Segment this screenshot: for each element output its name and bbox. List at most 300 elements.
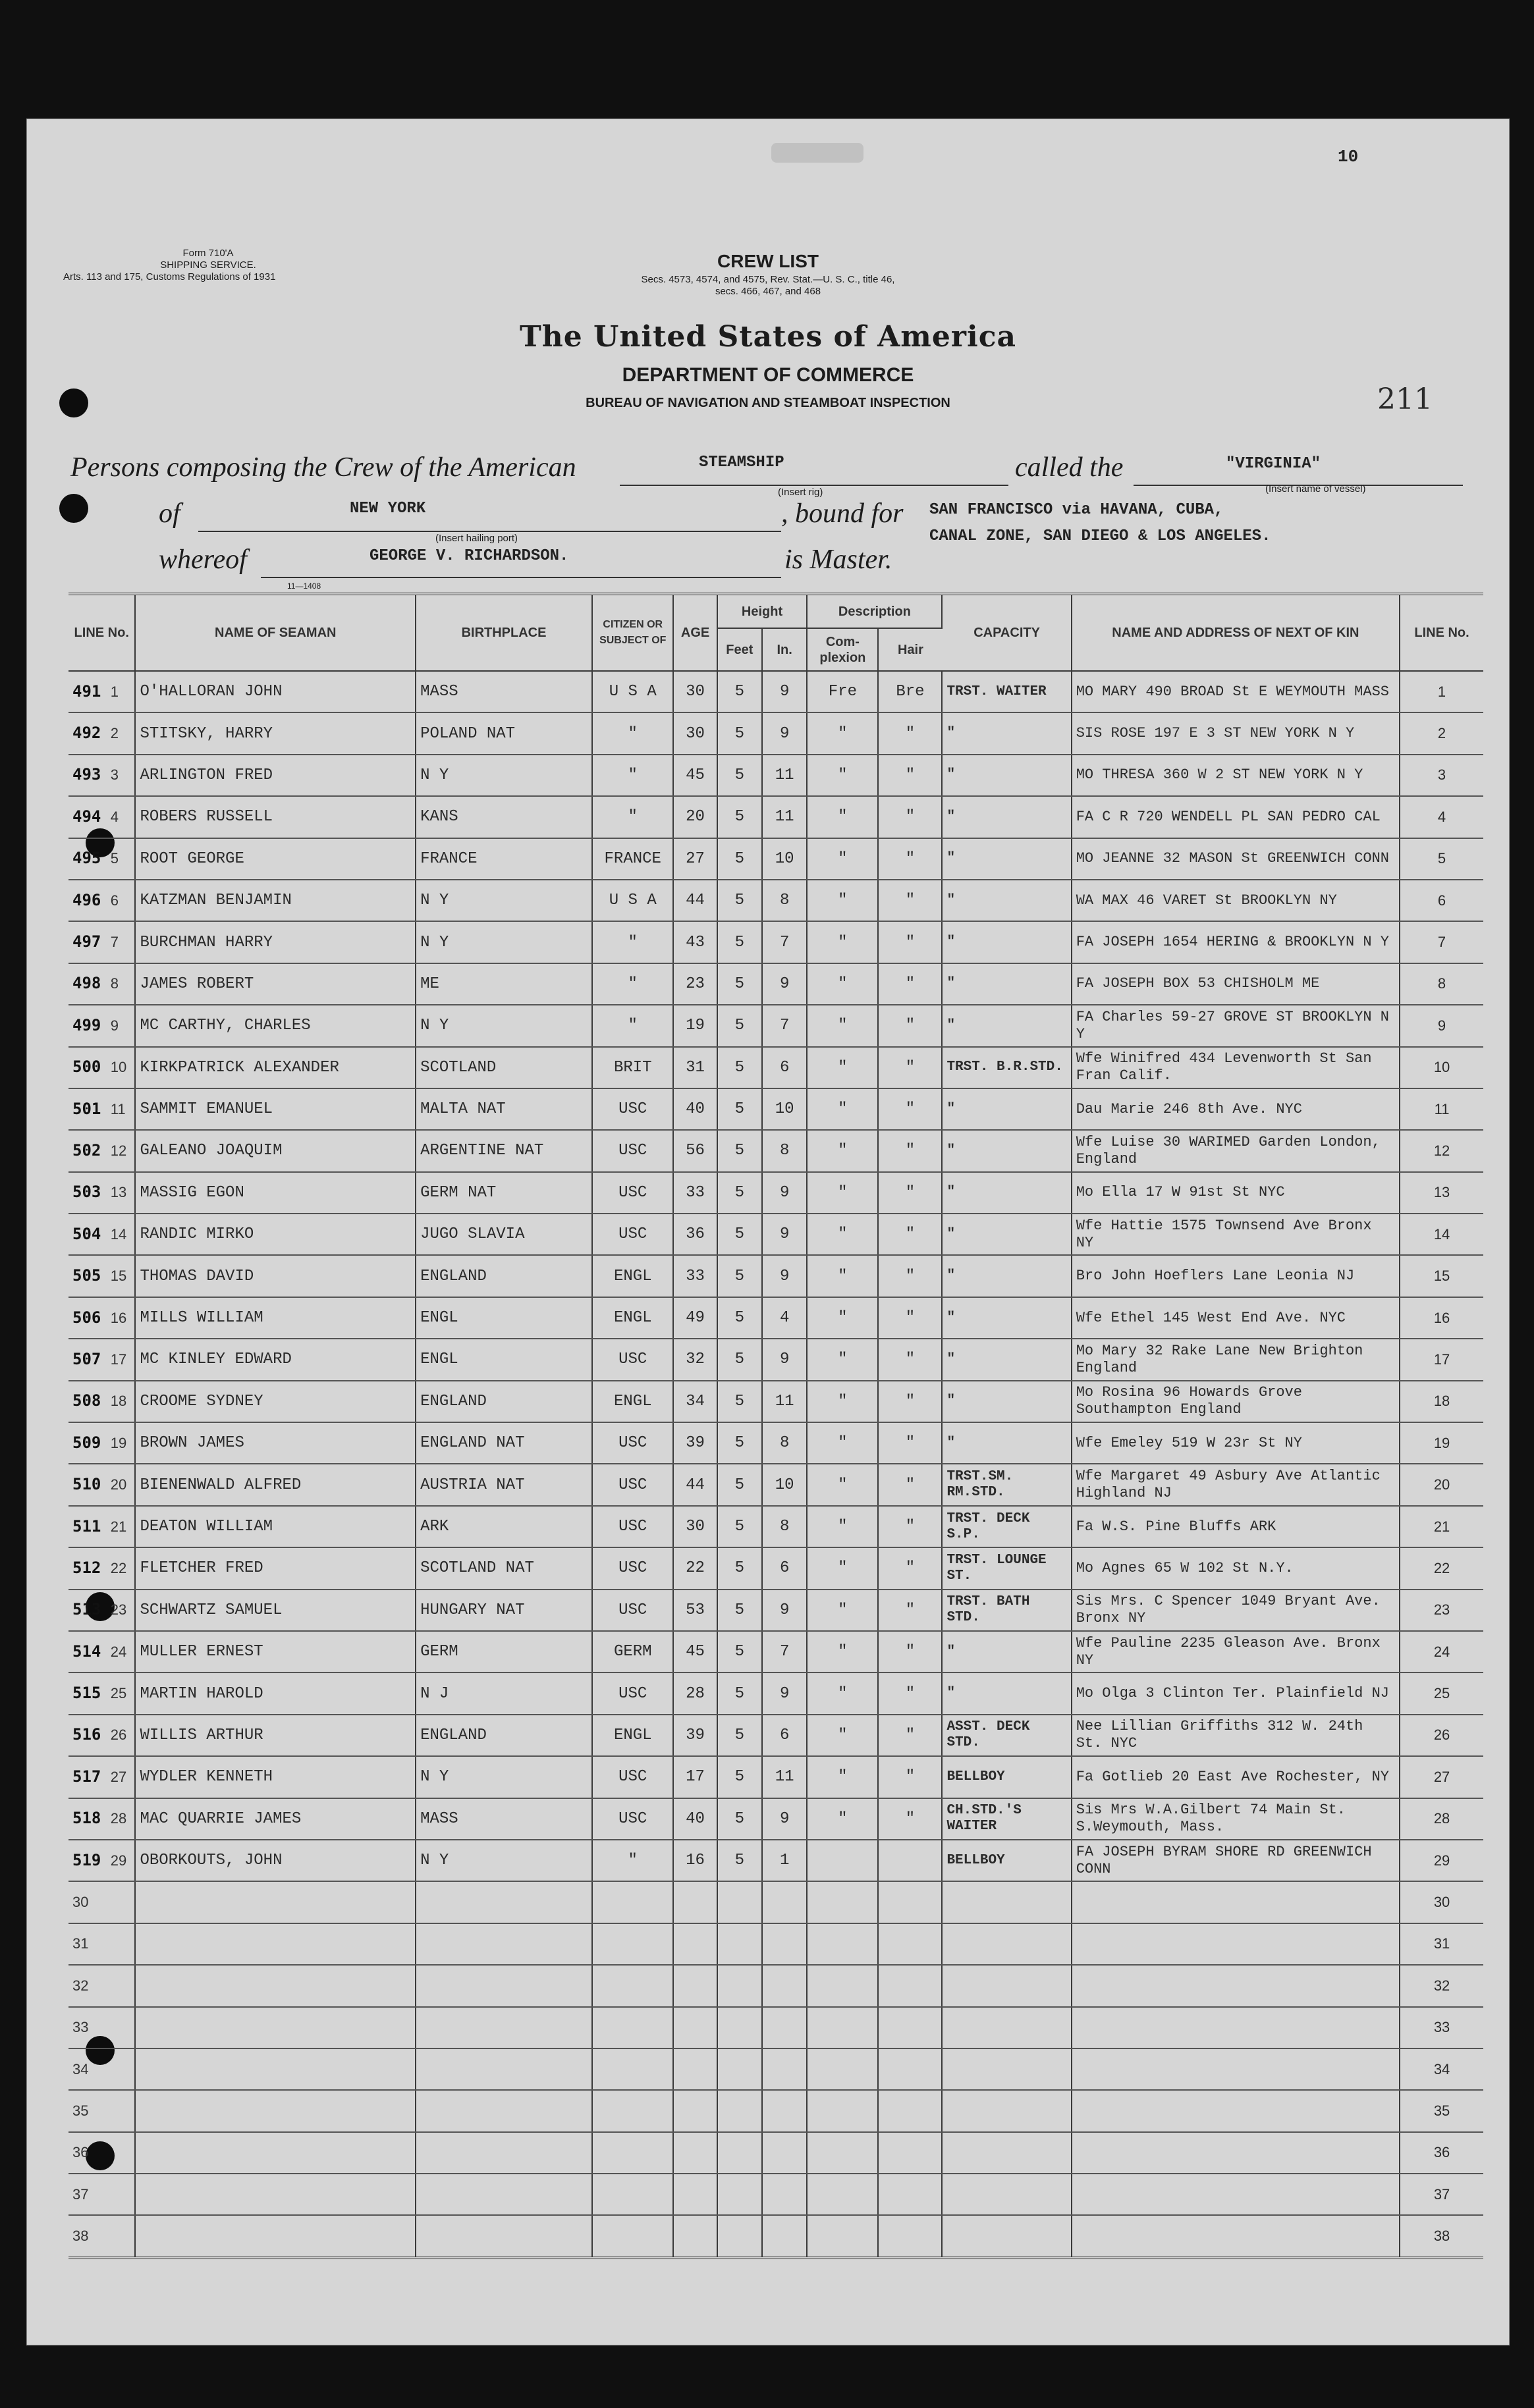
- complexion: ": [807, 1005, 878, 1046]
- citizenship: ": [592, 1840, 673, 1881]
- complexion: ": [807, 1422, 878, 1464]
- complexion: ": [807, 1297, 878, 1339]
- line-number-right: 17: [1400, 1339, 1483, 1380]
- complexion: ": [807, 796, 878, 838]
- next-of-kin: Mo Mary 32 Rake Lane New Brighton England: [1072, 1339, 1400, 1380]
- hair: [878, 2007, 942, 2048]
- height-feet: [717, 2090, 762, 2131]
- hair: [878, 1923, 942, 1965]
- line-number: 14: [110, 1225, 127, 1243]
- seaman-name: [135, 1881, 416, 1923]
- table-row: [68, 1590, 1483, 1631]
- line-number-right: 32: [1400, 1965, 1483, 2006]
- birthplace: GERM: [416, 1631, 592, 1672]
- line-number-right: 38: [1400, 2215, 1483, 2257]
- table-row: [68, 1422, 1483, 1464]
- seaman-name: STITSKY, HARRY: [135, 712, 416, 754]
- line-number: 30: [72, 1894, 89, 1911]
- crew-id: 491: [72, 682, 101, 701]
- next-of-kin: Wfe Margaret 49 Asbury Ave Atlantic Highland NJ: [1072, 1464, 1400, 1505]
- capacity: ": [942, 1255, 1071, 1297]
- seaman-name: ROBERS RUSSELL: [135, 796, 416, 838]
- complexion: ": [807, 880, 878, 921]
- seaman-name: WILLIS ARTHUR: [135, 1715, 416, 1756]
- capacity: TRST. DECK S.P.: [942, 1506, 1071, 1547]
- height-inches: 8: [762, 1422, 807, 1464]
- age: 17: [673, 1756, 717, 1798]
- of-label: of: [159, 498, 180, 529]
- hair: ": [878, 1088, 942, 1130]
- height-feet: [717, 1965, 762, 2006]
- col-name: NAME OF SEAMAN: [135, 594, 416, 671]
- line-cell: [68, 2132, 135, 2174]
- hair: ": [878, 1047, 942, 1088]
- complexion: [807, 1965, 878, 2006]
- capacity: ": [942, 1214, 1071, 1255]
- birthplace: MALTA NAT: [416, 1088, 592, 1130]
- birthplace: FRANCE: [416, 838, 592, 880]
- bureau-heading: BUREAU OF NAVIGATION AND STEAMBOAT INSPECTION: [586, 396, 950, 410]
- height-feet: 5: [717, 921, 762, 963]
- line-number: 22: [110, 1559, 127, 1576]
- stamp-number: 211: [1377, 383, 1433, 416]
- citizenship: GERM: [592, 1631, 673, 1672]
- citizenship: USC: [592, 1672, 673, 1714]
- hailing-port: NEW YORK: [350, 500, 426, 518]
- crew-id: 518: [72, 1809, 101, 1828]
- age: 36: [673, 1214, 717, 1255]
- hair: ": [878, 796, 942, 838]
- complexion: ": [807, 1672, 878, 1714]
- complexion: [807, 1923, 878, 1965]
- age: 23: [673, 963, 717, 1005]
- next-of-kin: [1072, 1965, 1400, 2006]
- next-of-kin: FA JOSEPH 1654 HERING & BROOKLYN N Y: [1072, 921, 1400, 963]
- height-feet: 5: [717, 1672, 762, 1714]
- hair: ": [878, 1798, 942, 1840]
- line-number: 38: [72, 2228, 89, 2245]
- crew-id: 503: [72, 1183, 101, 1202]
- next-of-kin: MO THRESA 360 W 2 ST NEW YORK N Y: [1072, 755, 1400, 796]
- citizenship: ": [592, 796, 673, 838]
- hair: ": [878, 1547, 942, 1589]
- complexion: ": [807, 963, 878, 1005]
- next-of-kin: FA JOSEPH BOX 53 CHISHOLM ME: [1072, 963, 1400, 1005]
- seaman-name: ARLINGTON FRED: [135, 755, 416, 796]
- line-cell: [68, 1923, 135, 1965]
- persons-label: Persons composing the Crew of the American: [70, 452, 576, 483]
- capacity: ": [942, 1672, 1071, 1714]
- capacity: ": [942, 796, 1071, 838]
- table-row: [68, 2174, 1483, 2215]
- seaman-name: JAMES ROBERT: [135, 963, 416, 1005]
- hair: ": [878, 963, 942, 1005]
- line-cell: [68, 2215, 135, 2257]
- height-feet: 5: [717, 1422, 762, 1464]
- line-number-right: 30: [1400, 1881, 1483, 1923]
- hair: ": [878, 1672, 942, 1714]
- age: 39: [673, 1422, 717, 1464]
- birthplace: [416, 1881, 592, 1923]
- capacity: [942, 2007, 1071, 2048]
- capacity: ": [942, 1339, 1071, 1380]
- table-row: [68, 712, 1483, 754]
- age: 30: [673, 671, 717, 712]
- col-birthplace: BIRTHPLACE: [416, 594, 592, 671]
- next-of-kin: Wfe Winifred 434 Levenworth St San Fran Calif.: [1072, 1047, 1400, 1088]
- line-cell: [68, 1088, 135, 1130]
- complexion: [807, 2132, 878, 2174]
- table-row: [68, 1464, 1483, 1505]
- capacity: BELLBOY: [942, 1756, 1071, 1798]
- col-hair: Hair: [878, 628, 942, 671]
- crew-id: 502: [72, 1140, 101, 1160]
- citizenship: ": [592, 1005, 673, 1046]
- col-complexion: Com- plexion: [807, 628, 878, 671]
- line-number: 29: [110, 1852, 127, 1869]
- height-inches: 8: [762, 880, 807, 921]
- crew-id: 517: [72, 1767, 101, 1786]
- age: 19: [673, 1005, 717, 1046]
- table-row: [68, 2090, 1483, 2131]
- seaman-name: [135, 1965, 416, 2006]
- line-cell: [68, 1965, 135, 2006]
- capacity: ": [942, 963, 1071, 1005]
- line-number-right: 28: [1400, 1798, 1483, 1840]
- citizenship: [592, 2007, 673, 2048]
- table-row: [68, 963, 1483, 1005]
- line-number-right: 14: [1400, 1214, 1483, 1255]
- line-cell: [68, 1297, 135, 1339]
- height-inches: 6: [762, 1047, 807, 1088]
- crew-id: 498: [72, 974, 101, 993]
- next-of-kin: Wfe Hattie 1575 Townsend Ave Bronx NY: [1072, 1214, 1400, 1255]
- seaman-name: MASSIG EGON: [135, 1172, 416, 1214]
- complexion: ": [807, 1088, 878, 1130]
- height-inches: 1: [762, 1840, 807, 1881]
- capacity: [942, 2215, 1071, 2257]
- col-line: LINE No.: [68, 594, 135, 671]
- hair: [878, 2090, 942, 2131]
- line-number-right: 2: [1400, 712, 1483, 754]
- table-row: [68, 1255, 1483, 1297]
- line-number: 16: [110, 1309, 127, 1326]
- next-of-kin: Wfe Emeley 519 W 23r St NY: [1072, 1422, 1400, 1464]
- table-row: [68, 671, 1483, 712]
- complexion: ": [807, 1715, 878, 1756]
- citizenship: ENGL: [592, 1255, 673, 1297]
- master-name: GEORGE V. RICHARDSON.: [370, 547, 569, 565]
- height-feet: [717, 2174, 762, 2215]
- height-inches: [762, 2007, 807, 2048]
- next-of-kin: [1072, 2090, 1400, 2131]
- height-feet: 5: [717, 1756, 762, 1798]
- age: 33: [673, 1255, 717, 1297]
- height-inches: 8: [762, 1506, 807, 1547]
- citizenship: USC: [592, 1547, 673, 1589]
- age: 56: [673, 1130, 717, 1171]
- line-cell: [68, 1422, 135, 1464]
- table-row: [68, 2215, 1483, 2257]
- citizenship: USC: [592, 1214, 673, 1255]
- birthplace: N Y: [416, 1840, 592, 1881]
- seaman-name: ROOT GEORGE: [135, 838, 416, 880]
- crew-id: 492: [72, 724, 101, 743]
- age: 44: [673, 880, 717, 921]
- next-of-kin: Fa W.S. Pine Bluffs ARK: [1072, 1506, 1400, 1547]
- complexion: [807, 2048, 878, 2090]
- age: 28: [673, 1672, 717, 1714]
- birthplace: N J: [416, 1672, 592, 1714]
- birthplace: MASS: [416, 1798, 592, 1840]
- height-feet: [717, 2007, 762, 2048]
- citizenship: USC: [592, 1798, 673, 1840]
- citizenship: USC: [592, 1172, 673, 1214]
- complexion: ": [807, 1047, 878, 1088]
- capacity: [942, 2132, 1071, 2174]
- next-of-kin: Mo Ella 17 W 91st St NYC: [1072, 1172, 1400, 1214]
- birthplace: N Y: [416, 755, 592, 796]
- next-of-kin: Sis Mrs W.A.Gilbert 74 Main St. S.Weymouth, Mass.: [1072, 1798, 1400, 1840]
- height-feet: 5: [717, 1255, 762, 1297]
- whereof-label: whereof: [159, 545, 247, 575]
- citizenship: U S A: [592, 880, 673, 921]
- height-inches: 7: [762, 1005, 807, 1046]
- next-of-kin: WA MAX 46 VARET St BROOKLYN NY: [1072, 880, 1400, 921]
- capacity: ": [942, 921, 1071, 963]
- line-cell: [68, 880, 135, 921]
- complexion: ": [807, 1590, 878, 1631]
- birthplace: GERM NAT: [416, 1172, 592, 1214]
- line-number-right: 37: [1400, 2174, 1483, 2215]
- col-citizen: CITIZEN OR SUBJECT OF: [592, 594, 673, 671]
- next-of-kin: Sis Mrs. C Spencer 1049 Bryant Ave. Bronx NY: [1072, 1590, 1400, 1631]
- height-feet: [717, 2048, 762, 2090]
- complexion: [807, 2007, 878, 2048]
- crew-id: 506: [72, 1308, 101, 1327]
- crew-id: 501: [72, 1099, 101, 1118]
- line-cell: [68, 1255, 135, 1297]
- age: 30: [673, 1506, 717, 1547]
- print-code: 11—1408: [287, 581, 321, 591]
- table-row: [68, 796, 1483, 838]
- height-inches: [762, 2132, 807, 2174]
- line-number-right: 33: [1400, 2007, 1483, 2048]
- capacity: CH.STD.'S WAITER: [942, 1798, 1071, 1840]
- line-number-right: 16: [1400, 1297, 1483, 1339]
- form-number: Form 710'A: [182, 248, 234, 259]
- birthplace: [416, 2048, 592, 2090]
- height-inches: 9: [762, 1339, 807, 1380]
- citizenship: ENGL: [592, 1297, 673, 1339]
- next-of-kin: [1072, 2132, 1400, 2174]
- capacity: TRST.SM. RM.STD.: [942, 1464, 1071, 1505]
- crew-id: 510: [72, 1475, 101, 1494]
- hair: ": [878, 1631, 942, 1672]
- birthplace: N Y: [416, 1005, 592, 1046]
- table-row: [68, 1965, 1483, 2006]
- table-row: [68, 1923, 1483, 1965]
- line-number-right: 21: [1400, 1506, 1483, 1547]
- department-heading: DEPARTMENT OF COMMERCE: [622, 364, 914, 386]
- height-feet: 5: [717, 755, 762, 796]
- height-inches: [762, 2215, 807, 2257]
- age: 31: [673, 1047, 717, 1088]
- line-number-right: 9: [1400, 1005, 1483, 1046]
- crew-id: 499: [72, 1015, 101, 1034]
- table-row: [68, 1547, 1483, 1589]
- hair: Bre: [878, 671, 942, 712]
- birthplace: AUSTRIA NAT: [416, 1464, 592, 1505]
- birthplace: [416, 2215, 592, 2257]
- height-inches: [762, 1965, 807, 2006]
- citizenship: ENGL: [592, 1381, 673, 1422]
- line-cell: [68, 1715, 135, 1756]
- statute-refs: Secs. 4573, 4574, and 4575, Rev. Stat.—U. S. C., title 46,: [641, 274, 895, 285]
- age: 49: [673, 1297, 717, 1339]
- crew-id: 513: [72, 1600, 101, 1619]
- citizenship: USC: [592, 1756, 673, 1798]
- crew-list-title: CREW LIST: [717, 251, 819, 271]
- citizenship: [592, 2048, 673, 2090]
- line-number: 34: [72, 2060, 89, 2077]
- height-inches: 10: [762, 1464, 807, 1505]
- line-cell: [68, 1214, 135, 1255]
- next-of-kin: Mo Olga 3 Clinton Ter. Plainfield NJ: [1072, 1672, 1400, 1714]
- next-of-kin: Fa Gotlieb 20 East Ave Rochester, NY: [1072, 1756, 1400, 1798]
- capacity: [942, 1965, 1071, 2006]
- birthplace: ENGL: [416, 1297, 592, 1339]
- birthplace: JUGO SLAVIA: [416, 1214, 592, 1255]
- line-cell: [68, 838, 135, 880]
- hair: [878, 2048, 942, 2090]
- table-row: [68, 2132, 1483, 2174]
- complexion: ": [807, 1756, 878, 1798]
- citizenship: USC: [592, 1130, 673, 1171]
- line-number: 2: [110, 725, 119, 742]
- destination-2: CANAL ZONE, SAN DIEGO & LOS ANGELES.: [929, 527, 1271, 545]
- hair: ": [878, 1506, 942, 1547]
- height-inches: 9: [762, 1798, 807, 1840]
- birthplace: [416, 2174, 592, 2215]
- hair: [878, 1840, 942, 1881]
- port-hint: (Insert hailing port): [435, 533, 518, 544]
- height-inches: [762, 2174, 807, 2215]
- page-mark: 10: [1338, 147, 1359, 167]
- line-cell: [68, 1840, 135, 1881]
- line-cell: [68, 1672, 135, 1714]
- line-number: 26: [110, 1726, 127, 1744]
- complexion: ": [807, 1172, 878, 1214]
- height-inches: [762, 2048, 807, 2090]
- hair: ": [878, 1005, 942, 1046]
- height-feet: 5: [717, 1130, 762, 1171]
- seaman-name: [135, 1923, 416, 1965]
- crew-id: 496: [72, 890, 101, 909]
- seaman-name: KATZMAN BENJAMIN: [135, 880, 416, 921]
- height-inches: 9: [762, 1672, 807, 1714]
- citizenship: ": [592, 963, 673, 1005]
- seaman-name: MULLER ERNEST: [135, 1631, 416, 1672]
- birthplace: ENGLAND: [416, 1381, 592, 1422]
- height-inches: 10: [762, 1088, 807, 1130]
- hair: ": [878, 1172, 942, 1214]
- next-of-kin: Bro John Hoeflers Lane Leonia NJ: [1072, 1255, 1400, 1297]
- crew-id: 507: [72, 1349, 101, 1368]
- customs-regs: Arts. 113 and 175, Customs Regulations of 1931: [63, 271, 276, 282]
- next-of-kin: MO JEANNE 32 MASON St GREENWICH CONN: [1072, 838, 1400, 880]
- table-row: [68, 1631, 1483, 1672]
- line-number: 3: [110, 766, 119, 784]
- crew-id: 509: [72, 1433, 101, 1452]
- citizenship: [592, 2090, 673, 2131]
- line-number: 8: [110, 975, 119, 992]
- line-cell: [68, 1047, 135, 1088]
- complexion: ": [807, 1214, 878, 1255]
- complexion: ": [807, 1631, 878, 1672]
- col-height: Height: [717, 594, 808, 628]
- line-number-right: 25: [1400, 1672, 1483, 1714]
- height-feet: 5: [717, 796, 762, 838]
- birthplace: ARK: [416, 1506, 592, 1547]
- line-cell: [68, 1464, 135, 1505]
- height-feet: 5: [717, 1381, 762, 1422]
- complexion: ": [807, 755, 878, 796]
- line-number-right: 15: [1400, 1255, 1483, 1297]
- birthplace: ENGL: [416, 1339, 592, 1380]
- height-inches: [762, 1923, 807, 1965]
- crew-id: 511: [72, 1516, 101, 1536]
- next-of-kin: Wfe Pauline 2235 Gleason Ave. Bronx NY: [1072, 1631, 1400, 1672]
- age: [673, 2174, 717, 2215]
- seaman-name: MC CARTHY, CHARLES: [135, 1005, 416, 1046]
- crew-id: 497: [72, 932, 101, 951]
- height-inches: 10: [762, 838, 807, 880]
- birthplace: HUNGARY NAT: [416, 1590, 592, 1631]
- birthplace: [416, 1965, 592, 2006]
- table-row: [68, 1672, 1483, 1714]
- line-number: 21: [110, 1518, 127, 1535]
- capacity: ": [942, 1422, 1071, 1464]
- height-feet: 5: [717, 712, 762, 754]
- capacity: ": [942, 880, 1071, 921]
- birthplace: MASS: [416, 671, 592, 712]
- birthplace: ARGENTINE NAT: [416, 1130, 592, 1171]
- hair: [878, 1881, 942, 1923]
- height-feet: [717, 1923, 762, 1965]
- line-number-right: 36: [1400, 2132, 1483, 2174]
- crew-id: 493: [72, 765, 101, 784]
- birthplace: SCOTLAND NAT: [416, 1547, 592, 1589]
- hair: ": [878, 1214, 942, 1255]
- line-number-right: 27: [1400, 1756, 1483, 1798]
- hair: [878, 2174, 942, 2215]
- citizenship: [592, 1923, 673, 1965]
- line-cell: [68, 755, 135, 796]
- crew-id: 505: [72, 1266, 101, 1285]
- capacity: BELLBOY: [942, 1840, 1071, 1881]
- line-cell: [68, 2174, 135, 2215]
- age: 34: [673, 1381, 717, 1422]
- line-number: 6: [110, 892, 119, 909]
- col-capacity: CAPACITY: [942, 594, 1071, 671]
- table-row: [68, 1047, 1483, 1088]
- citizenship: ENGL: [592, 1715, 673, 1756]
- hair: ": [878, 1590, 942, 1631]
- age: 44: [673, 1464, 717, 1505]
- seaman-name: [135, 2007, 416, 2048]
- line-number: 11: [110, 1100, 126, 1117]
